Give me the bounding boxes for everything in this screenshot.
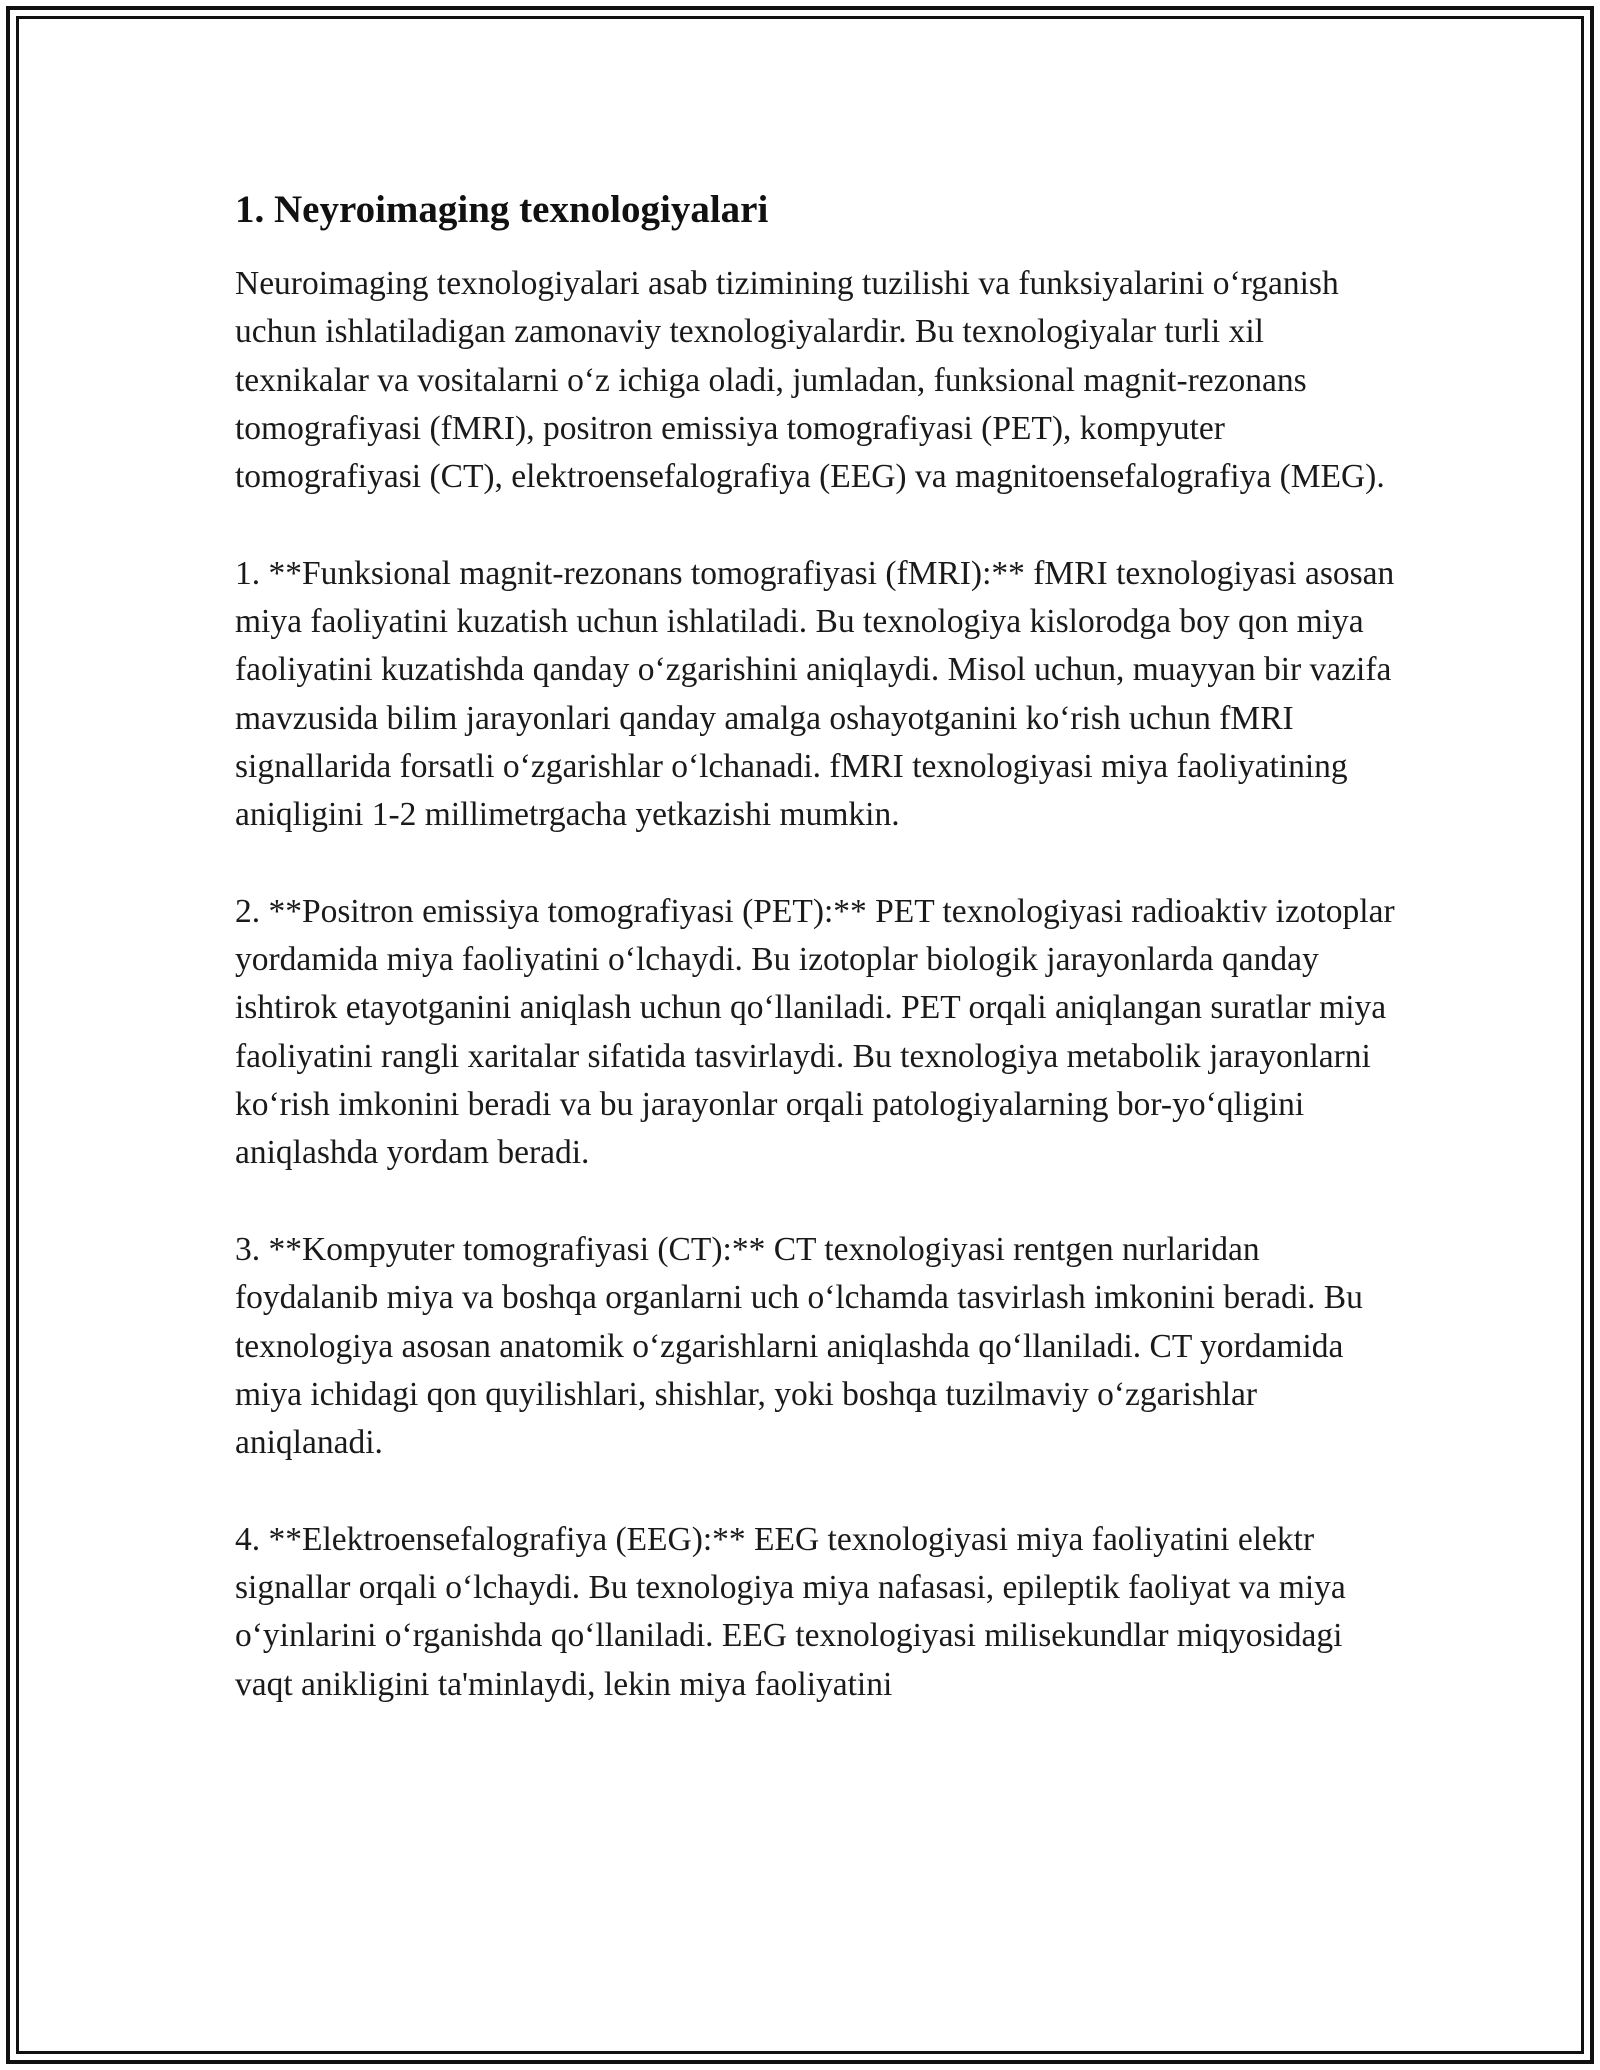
paragraph-pet: 2. **Positron emissiya tomografiyasi (PET):** PET texnologiyasi radioaktiv izotoplar yordamida miya faoliyatini o‘lchaydi. Bu izotoplar biologik jarayonlarda qanday ishtirok etayotganini aniqlash uchun qo‘llaniladi. PET orqali aniqlangan suratlar miya faoliyatini rangli xaritalar sifatida tasvirlaydi. Bu texnologiya metabolik jarayonlarni ko‘rish imkonini beradi va bu jarayonlar orqali patologiyalarning bor-yo‘qligini aniqlashda yordam beradi. bbox=[235, 892, 1395, 1172]
intro-paragraph: Neuroimaging texnologiyalari asab tizimining tuzilishi va funksiyalarini o‘rganish uchun ishlatiladigan zamonaviy texnologiyalardir. Bu texnologiyalar turli xil texnikalar va vositalarni o‘z ichiga oladi, jumladan, funksional magnit-rezonans tomografiyasi (fMRI), positron emissiya tomografiyasi (PET), kompyuter tomografiyasi (CT), elektroensefalografiya (EEG) va magnitoensefalografiya (MEG). bbox=[235, 265, 1385, 496]
section-heading: 1. Neyroimaging texnologiyalari bbox=[235, 188, 769, 231]
paragraph-ct: 3. **Kompyuter tomografiyasi (CT):** CT texnologiyasi rentgen nurlaridan foydalanib miya va boshqa organlarni uch o‘lchamda tasvirlash imkonini beradi. Bu texnologiya asosan anatomik o‘zgarishlarni aniqlashda qo‘llaniladi. CT yordamida miya ichidagi qon quyilishlari, shishlar, yoki boshqa tuzilmaviy o‘zgarishlar aniqlanadi. bbox=[235, 1230, 1363, 1462]
paragraph-fmri: 1. **Funksional magnit-rezonans tomografiyasi (fMRI):** fMRI texnologiyasi asosan miya faoliyatini kuzatish uchun ishlatiladi. Bu texnologiya kislorodga boy qon miya faoliyatini kuzatishda qanday o‘zgarishini aniqlaydi. Misol uchun, muayyan bir vazifa mavzusida bilim jarayonlari qanday amalga oshayotganini ko‘rish uchun fMRI signallarida forsatli o‘zgarishlar o‘lchanadi. fMRI texnologiyasi miya faoliyatining aniqligini 1-2 millimetrgacha yetkazishi mumkin. bbox=[235, 554, 1395, 834]
document-body bbox=[235, 186, 1395, 1757]
paragraph-eeg: 4. **Elektroensefalografiya (EEG):** EEG texnologiyasi miya faoliyatini elektr signallar orqali o‘lchaydi. Bu texnologiya miya nafasasi, epileptik faoliyat va miya o‘yinlarini o‘rganishda qo‘llaniladi. EEG texnologiyasi milisekundlar miqyosidagi vaqt anikligini ta'minlaydi, lekin miya faoliyatini bbox=[235, 1520, 1346, 1703]
